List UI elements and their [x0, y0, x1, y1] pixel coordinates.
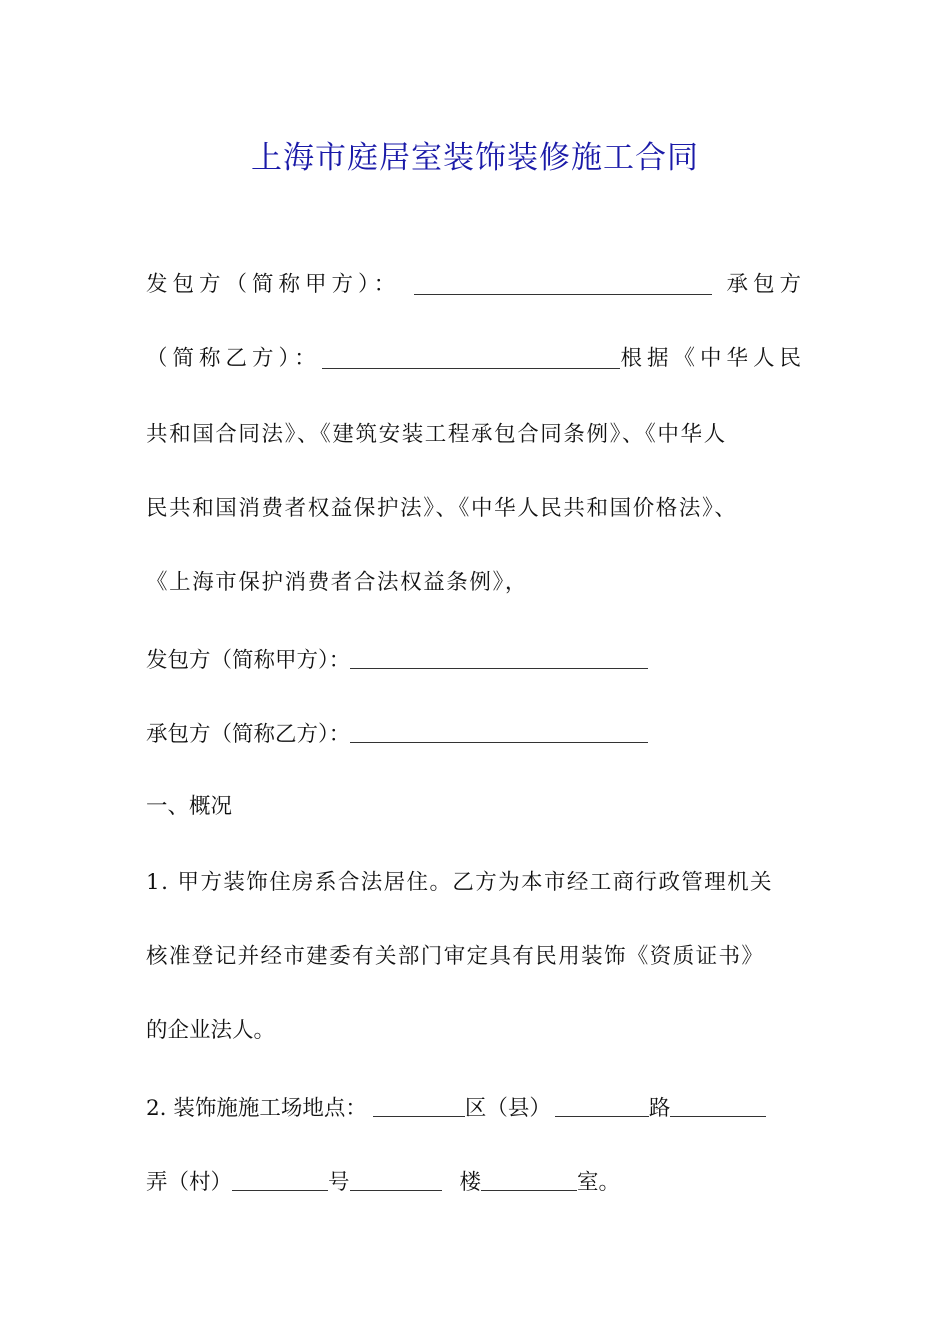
item-1-line-3: 的企业法人。	[146, 1018, 276, 1043]
party-a-blank[interactable]	[350, 646, 648, 669]
district-blank[interactable]	[373, 1094, 465, 1117]
party-b-blank[interactable]	[350, 720, 648, 743]
party-a-label: 发包方（简称甲方）：	[146, 648, 351, 673]
party-b-intro-label: 承包方	[726, 272, 806, 297]
lane-label: 弄（村）	[146, 1170, 233, 1195]
party-a-name-blank[interactable]	[414, 272, 712, 295]
party-b-name-blank[interactable]	[322, 346, 620, 369]
item-1-line-1: 1. 甲方装饰住房系合法居住。乙方为本市经工商行政管理机关	[146, 870, 773, 895]
district-label: 区（县）	[464, 1096, 551, 1121]
paragraph-line-5: 《上海市保护消费者合法权益条例》，	[146, 570, 528, 595]
paragraph-line-1	[146, 270, 806, 300]
item-2-line-1	[146, 1092, 806, 1124]
room-label: 室。	[577, 1170, 621, 1195]
party-b-short-label: （简称乙方）：	[146, 346, 321, 371]
legal-basis-start: 根据《中华人民	[620, 346, 806, 371]
road-label: 路	[648, 1096, 671, 1121]
paragraph-line-2	[146, 344, 806, 374]
party-a-row	[146, 644, 806, 676]
document-title: 上海市庭居室装饰装修施工合同	[251, 140, 699, 176]
party-b-row	[146, 718, 806, 750]
number-blank[interactable]	[350, 1168, 442, 1191]
paragraph-line-4: 民共和国消费者权益保护法》、《中华人民共和国价格法》、	[146, 496, 738, 521]
building-blank[interactable]	[481, 1168, 577, 1191]
county-road-blank[interactable]	[555, 1094, 649, 1117]
section-1-heading: 一、概况	[146, 794, 233, 819]
item-2-prefix: 2. 装饰施施工场地点：	[146, 1096, 367, 1121]
paragraph-line-3: 共和国合同法》、《建筑安装工程承包合同条例》、《中华人	[146, 422, 727, 447]
item-2-line-2	[146, 1166, 806, 1198]
party-b-label: 承包方（简称乙方）：	[146, 722, 351, 747]
lane-blank[interactable]	[232, 1168, 328, 1191]
number-label: 号	[328, 1170, 350, 1195]
party-a-intro-label: 发包方（简称甲方）：	[146, 272, 401, 297]
item-1-line-2: 核准登记并经市建委有关部门审定具有民用装饰《资质证书》	[146, 944, 765, 969]
building-label: 楼	[459, 1170, 482, 1195]
road-blank[interactable]	[670, 1094, 766, 1117]
